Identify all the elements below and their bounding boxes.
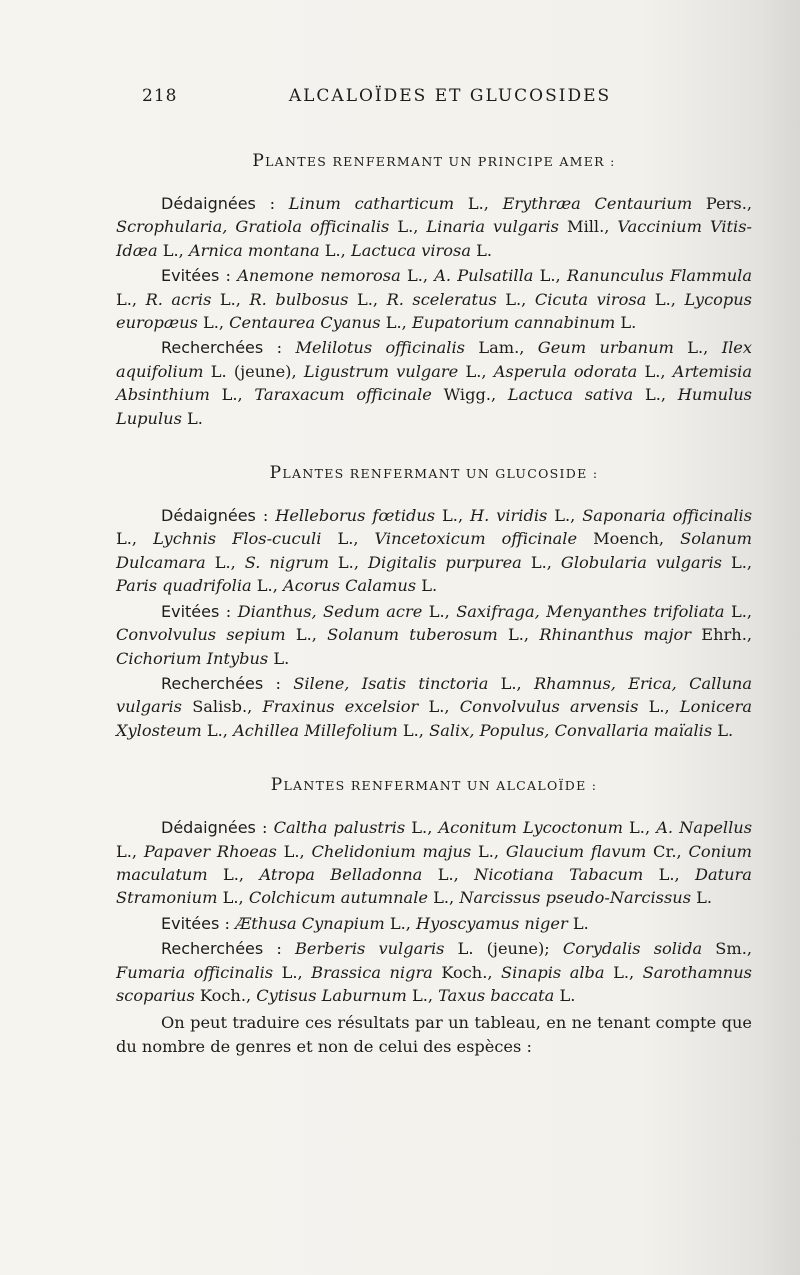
species-name: Cytisus Laburnum bbox=[256, 985, 407, 1005]
species-name: Fraxinus excelsior bbox=[262, 697, 419, 717]
species-name: Humulus Lupulus bbox=[116, 385, 752, 428]
author-text: : bbox=[263, 939, 295, 959]
author-text: : bbox=[255, 194, 289, 213]
author-text: L., bbox=[116, 841, 144, 861]
species-name: Conium maculatum bbox=[116, 841, 753, 884]
paragraph-avoided bbox=[116, 264, 752, 334]
author-text: L., bbox=[328, 552, 368, 572]
species-name: Centaurea Cyanus bbox=[229, 313, 381, 333]
species-name: Solanum tuberosum bbox=[327, 625, 498, 645]
section-glucoside bbox=[116, 462, 752, 742]
species-name: Helleborus fœtidus bbox=[275, 506, 436, 526]
author-text: L., bbox=[406, 985, 439, 1005]
species-name: Glaucium flavum bbox=[505, 841, 647, 861]
author-text: L., bbox=[454, 194, 503, 213]
author-text: L., bbox=[633, 385, 678, 405]
author-text: L., bbox=[321, 529, 375, 549]
species-name: Salix, Populus, Convallaria maïalis bbox=[429, 720, 713, 740]
author-text: L., bbox=[157, 240, 189, 260]
author-text: L., bbox=[604, 962, 643, 982]
author-text: L., bbox=[646, 289, 685, 309]
species-name: Artemisia Absinthium bbox=[116, 361, 752, 405]
species-name: Datura Stramonium bbox=[116, 864, 752, 908]
species-name: Sarothamnus scoparius bbox=[116, 962, 752, 1005]
paragraph-lead: Evitées bbox=[161, 266, 220, 286]
paragraph-lead: Evitées bbox=[161, 913, 220, 933]
paragraph-lead: Evitées bbox=[161, 601, 220, 621]
species-name: Taraxacum officinale bbox=[254, 385, 432, 405]
paragraph-lead: Dédaignées bbox=[161, 818, 256, 838]
species-name: Ilex aquifolium bbox=[116, 338, 753, 381]
species-name: Ligustrum vulgare bbox=[303, 361, 459, 381]
author-text: L., bbox=[622, 818, 657, 838]
paragraph-disdained bbox=[116, 192, 752, 262]
author-text: L., bbox=[116, 529, 154, 549]
species-name: Linum catharticum bbox=[288, 194, 455, 213]
author-text: Pers., bbox=[692, 194, 752, 213]
author-text: L. bbox=[471, 240, 493, 260]
species-name: Colchicum autumnale bbox=[248, 888, 428, 908]
species-name: Asperula odorata bbox=[493, 361, 638, 381]
paragraph-sought bbox=[116, 336, 752, 430]
species-name: Fumaria officinalis bbox=[116, 962, 274, 982]
author-text: L., bbox=[285, 625, 328, 645]
author-text: L., bbox=[319, 240, 351, 260]
author-text: Koch., bbox=[194, 985, 257, 1005]
author-text: L., bbox=[207, 864, 260, 884]
species-name: Globularia vulgaris bbox=[560, 552, 722, 572]
author-text: Sm., bbox=[702, 939, 752, 959]
author-text: L., bbox=[405, 818, 439, 838]
author-text: L., bbox=[521, 552, 561, 572]
author-text: L., bbox=[435, 506, 471, 526]
species-name: Arnica montana bbox=[188, 240, 320, 260]
author-text: L., bbox=[348, 289, 387, 309]
species-name: Digitalis purpurea bbox=[368, 552, 522, 572]
author-text: Koch., bbox=[432, 962, 502, 982]
author-text: Wigg., bbox=[431, 385, 508, 405]
species-name: Melilotus officinalis bbox=[295, 338, 465, 358]
author-text: L., bbox=[251, 576, 283, 596]
species-name: Nicotiana Tabacum bbox=[474, 864, 644, 884]
author-text: L., bbox=[211, 289, 250, 309]
author-text: L. bbox=[416, 576, 438, 596]
species-name: Paris quadrifolia bbox=[116, 576, 252, 596]
paragraph-lead: Dédaignées bbox=[161, 194, 256, 213]
author-text: L. (jeune), bbox=[203, 361, 304, 381]
species-name: Convolvulus sepium bbox=[116, 625, 286, 645]
species-name: Solanum Dulcamara bbox=[116, 529, 752, 572]
author-text: : bbox=[263, 673, 294, 693]
author-text: L., bbox=[201, 720, 234, 740]
author-text: L., bbox=[422, 601, 457, 621]
species-name: Anemone nemorosa bbox=[237, 266, 401, 286]
author-text: L., bbox=[547, 506, 583, 526]
author-text: L. bbox=[554, 985, 576, 1005]
author-text: L., bbox=[638, 697, 680, 717]
species-name: A. Pulsatilla bbox=[434, 266, 534, 286]
species-name: Saxifraga, Menyanthes trifoliata bbox=[456, 601, 725, 621]
author-text: L., bbox=[116, 289, 146, 309]
author-text: L., bbox=[724, 601, 752, 621]
species-name: S. nigrum bbox=[244, 552, 329, 572]
author-text: L., bbox=[276, 841, 312, 861]
author-text: L., bbox=[380, 313, 412, 333]
author-text: L., bbox=[471, 841, 506, 861]
author-text: L. bbox=[615, 313, 637, 333]
author-text: : bbox=[255, 506, 276, 526]
author-text: L., bbox=[400, 266, 435, 286]
author-text: L. bbox=[268, 648, 290, 668]
section-alkaloid bbox=[116, 774, 752, 1007]
species-name: Cicuta virosa bbox=[534, 289, 647, 309]
closing-paragraph: On peut traduire ces résultats par un tableau, en ne tenant compte que du nombre de genres et non de celui des espèces : bbox=[116, 1013, 752, 1056]
species-name: Brassica nigra bbox=[311, 962, 433, 982]
species-name: Atropa Belladonna bbox=[259, 864, 423, 884]
species-name: Berberis vulgaris bbox=[294, 939, 445, 959]
page-number: 218 bbox=[142, 86, 178, 106]
species-name: Scrophularia, Gratiola officinalis bbox=[116, 217, 390, 237]
author-text: L., bbox=[533, 266, 567, 286]
author-text: L., bbox=[397, 720, 430, 740]
species-name: Sinapis alba bbox=[501, 962, 605, 982]
species-name: Lonicera Xylosteum bbox=[116, 697, 752, 740]
species-name: Lactuca virosa bbox=[350, 240, 471, 260]
author-text: : bbox=[255, 818, 274, 838]
author-text: L., bbox=[197, 313, 230, 333]
author-text: L., bbox=[496, 289, 535, 309]
species-name: Dianthus, Sedum acre bbox=[237, 601, 423, 621]
species-name: Lycopus europæus bbox=[116, 289, 752, 333]
species-name: Silene, Isatis tinctoria bbox=[293, 673, 489, 693]
author-text: L. bbox=[712, 720, 734, 740]
species-name: Convolvulus arvensis bbox=[459, 697, 639, 717]
species-name: Saponaria officinalis bbox=[582, 506, 753, 526]
author-text: L., bbox=[389, 217, 427, 237]
author-text: L. bbox=[691, 888, 713, 908]
author-text: : bbox=[219, 266, 238, 286]
author-text: L., bbox=[205, 552, 245, 572]
paragraph-disdained bbox=[116, 816, 752, 910]
author-text: Lam., bbox=[464, 338, 538, 358]
section-heading: PLANTES RENFERMANT UN PRINCIPE AMER : bbox=[252, 151, 616, 171]
paragraph-lead: Recherchées bbox=[161, 939, 264, 959]
author-text: L. bbox=[181, 408, 203, 428]
species-name: Geum urbanum bbox=[537, 338, 674, 358]
species-name: Eupatorium cannabinum bbox=[411, 313, 616, 333]
species-name: Rhamnus, Erica, Calluna vulgaris bbox=[116, 673, 752, 717]
species-name: Vaccinium Vitis-Idæa bbox=[116, 217, 752, 260]
author-text: L., bbox=[721, 552, 752, 572]
author-text: L., bbox=[384, 913, 417, 933]
author-text: L., bbox=[488, 673, 534, 693]
species-name: R. acris bbox=[145, 289, 212, 309]
author-text: L., bbox=[422, 864, 475, 884]
paragraph-disdained bbox=[116, 504, 752, 598]
species-name: Narcissus pseudo-Narcissus bbox=[459, 888, 691, 908]
species-name: R. sceleratus bbox=[386, 289, 497, 309]
author-text: L., bbox=[427, 888, 460, 908]
species-name: R. bulbosus bbox=[249, 289, 349, 309]
species-name: Caltha palustris bbox=[273, 818, 406, 838]
author-text: L. bbox=[567, 913, 589, 933]
species-name: Æthusa Cynapium bbox=[235, 913, 385, 933]
paragraph-avoided bbox=[116, 912, 752, 935]
author-text: L., bbox=[418, 697, 460, 717]
species-name: Chelidonium majus bbox=[311, 841, 472, 861]
paragraph-sought bbox=[116, 672, 752, 742]
author-text: Ehrh., bbox=[691, 625, 753, 645]
species-name: Vincetoxicum officinale bbox=[374, 529, 578, 549]
page-content bbox=[116, 150, 752, 1060]
species-name: Rhinanthus major bbox=[539, 625, 692, 645]
author-text: L., bbox=[637, 361, 673, 381]
species-name: Aconitum Lycoctonum bbox=[438, 818, 623, 838]
author-text: : bbox=[219, 913, 236, 933]
species-name: Erythræa Centaurium bbox=[502, 194, 693, 213]
author-text: Salisb., bbox=[181, 697, 263, 717]
author-text: Cr., bbox=[646, 841, 689, 861]
author-text: L., bbox=[673, 338, 722, 358]
paragraph-lead: Recherchées bbox=[161, 338, 264, 358]
species-name: Ranunculus Flammula bbox=[566, 266, 753, 286]
species-name: A. Napellus bbox=[656, 818, 753, 838]
species-name: Lychnis Flos-cuculi bbox=[153, 529, 322, 549]
author-text: L., bbox=[497, 625, 540, 645]
author-text: L., bbox=[217, 888, 249, 908]
paragraph-avoided bbox=[116, 600, 752, 670]
paragraph-lead: Dédaignées bbox=[161, 506, 256, 526]
author-text: L., bbox=[273, 962, 312, 982]
species-name: Papaver Rhoeas bbox=[143, 841, 277, 861]
section-heading: PLANTES RENFERMANT UN ALCALOÏDE : bbox=[270, 775, 598, 796]
species-name: H. viridis bbox=[470, 506, 548, 526]
species-name: Corydalis solida bbox=[562, 939, 703, 959]
species-name: Cichorium Intybus bbox=[116, 648, 269, 668]
author-text: : bbox=[219, 601, 238, 621]
species-name: Hyoscyamus niger bbox=[416, 913, 568, 933]
paragraph-sought bbox=[116, 937, 752, 1007]
running-title: ALCALOÏDES ET GLUCOSIDES bbox=[288, 86, 612, 106]
paragraph-lead: Recherchées bbox=[161, 673, 264, 693]
author-text: L., bbox=[209, 385, 255, 405]
author-text: : bbox=[263, 338, 296, 358]
section-bitter bbox=[116, 150, 752, 430]
running-head bbox=[140, 86, 760, 110]
species-name: Lactuca sativa bbox=[507, 385, 634, 405]
author-text: Moench, bbox=[577, 529, 681, 549]
author-text: Mill., bbox=[558, 217, 618, 237]
species-name: Linaria vulgaris bbox=[426, 217, 559, 237]
species-name: Acorus Calamus bbox=[283, 576, 417, 596]
section-heading: PLANTES RENFERMANT UN GLUCOSIDE : bbox=[269, 463, 599, 484]
species-name: Achillea Millefolium bbox=[233, 720, 398, 740]
author-text: L., bbox=[643, 864, 695, 884]
author-text: L., bbox=[458, 361, 494, 381]
author-text: L. (jeune); bbox=[444, 939, 563, 959]
species-name: Taxus baccata bbox=[438, 985, 555, 1005]
